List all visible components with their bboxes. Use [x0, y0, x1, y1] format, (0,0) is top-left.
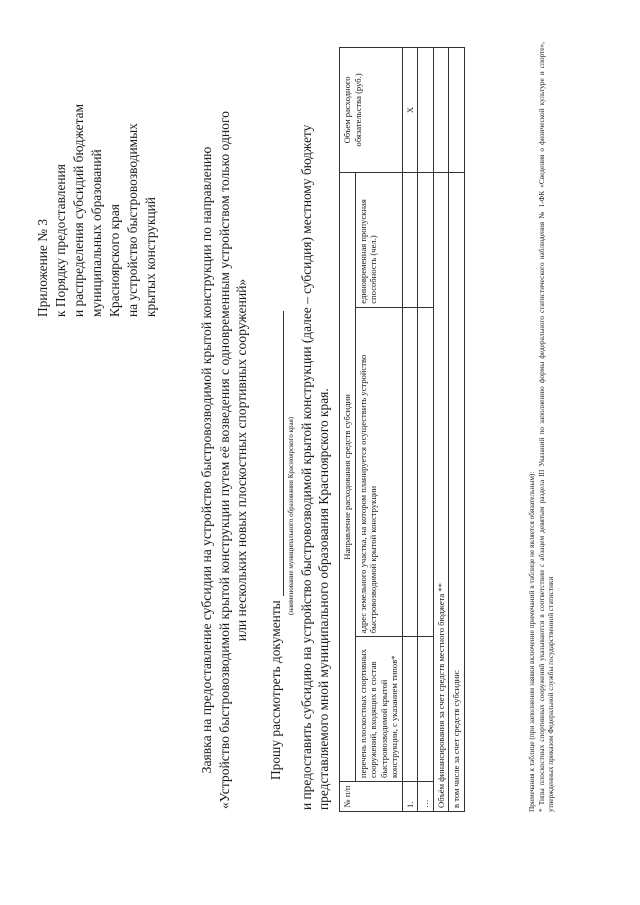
cell-empty[interactable]	[449, 48, 465, 173]
cell-empty[interactable]	[433, 48, 449, 173]
appendix-line: крытых конструкций	[143, 197, 158, 317]
title-line-1: Заявка на предоставление субсидии на устройство быстровозводимой крытой конструкции по направлению	[199, 146, 214, 774]
appendix-line: муниципальных образований	[89, 149, 104, 317]
subheader-capacity: единовременная пропускная способность (чел.)	[355, 172, 402, 307]
appendix-line: Приложение № 3	[35, 218, 50, 317]
cell-x-mark: Х	[402, 48, 418, 173]
header-direction: Направление расходования средств субсидии	[340, 172, 356, 781]
title-line-2: «Устройство быстровозводимой крытой конструкции путем её возведения с одновременным устройством только одного	[216, 111, 232, 809]
municipality-blank-field[interactable]	[271, 311, 284, 596]
title-line-3: или нескольких новых плоскостных спортивных сооружений»	[234, 278, 249, 642]
document-title	[198, 110, 251, 810]
cell-empty[interactable]	[418, 48, 434, 173]
appendix-line: Красноярского края	[107, 204, 122, 317]
notes-intro: Примечания к таблице (при заполнении заявки включение примечаний в таблице не является обязательным):	[527, 471, 536, 812]
cell-empty[interactable]	[418, 307, 434, 636]
cell-empty[interactable]	[418, 172, 434, 307]
table-row-subsidy	[449, 48, 465, 812]
body-paragraph: и предоставить субсидию на устройство быстровозводимой крытой конструкции (далее – субсидия) местному бюджету представляемого мной муниципального образования Красноярского края.	[299, 124, 331, 810]
table-row	[418, 48, 434, 812]
table-row-funding	[433, 48, 449, 812]
appendix-header	[34, 17, 160, 317]
request-line	[268, 311, 284, 780]
header-amount: Объем расходного обязательства (руб.)	[340, 48, 403, 173]
cell-number: 1.	[402, 782, 418, 812]
municipality-hint: (наименование муниципального образования Красноярского края)	[287, 416, 295, 615]
subheader-land-address: адрес земельного участка, на котором планируется осуществить устройство быстровозводимой крытой конструкции	[355, 307, 402, 636]
appendix-line: на устройство быстровозводимых	[125, 123, 140, 317]
cell-empty[interactable]	[402, 307, 418, 636]
table-header-row	[340, 48, 356, 812]
appendix-line: и распределения субсидий бюджетам	[71, 103, 86, 317]
appendix-line: к Порядку предоставления	[53, 164, 68, 317]
note-1: * Типы плоскостных спортивных сооружений указываются в соответствии с абзацем девятым раздела III Указаний по заполнению формы федерального статистического наблюдения № 1-ФК «Сведения о физической культуре и спорте», утвержденных приказом Федеральной службы государственной статистики	[536, 42, 555, 812]
request-label: Прошу рассмотреть документы	[268, 600, 283, 780]
table-notes	[527, 42, 556, 812]
cell-ellipsis: …	[418, 782, 434, 812]
funding-label: Объём финансирования за счет средств местного бюджета **	[433, 172, 449, 811]
cell-empty[interactable]	[418, 637, 434, 782]
table-row	[402, 48, 418, 812]
subheader-facilities-list: перечень плоскостных спортивных сооружений, входящих в состав быстровозводимой крытой конструкции, с указанием типов*	[355, 637, 402, 782]
request-table	[339, 47, 465, 812]
header-number: № п/п	[340, 782, 403, 812]
cell-empty[interactable]	[402, 172, 418, 307]
cell-empty[interactable]	[402, 637, 418, 782]
subsidy-label: в том числе за счет средств субсидии:	[449, 172, 465, 811]
